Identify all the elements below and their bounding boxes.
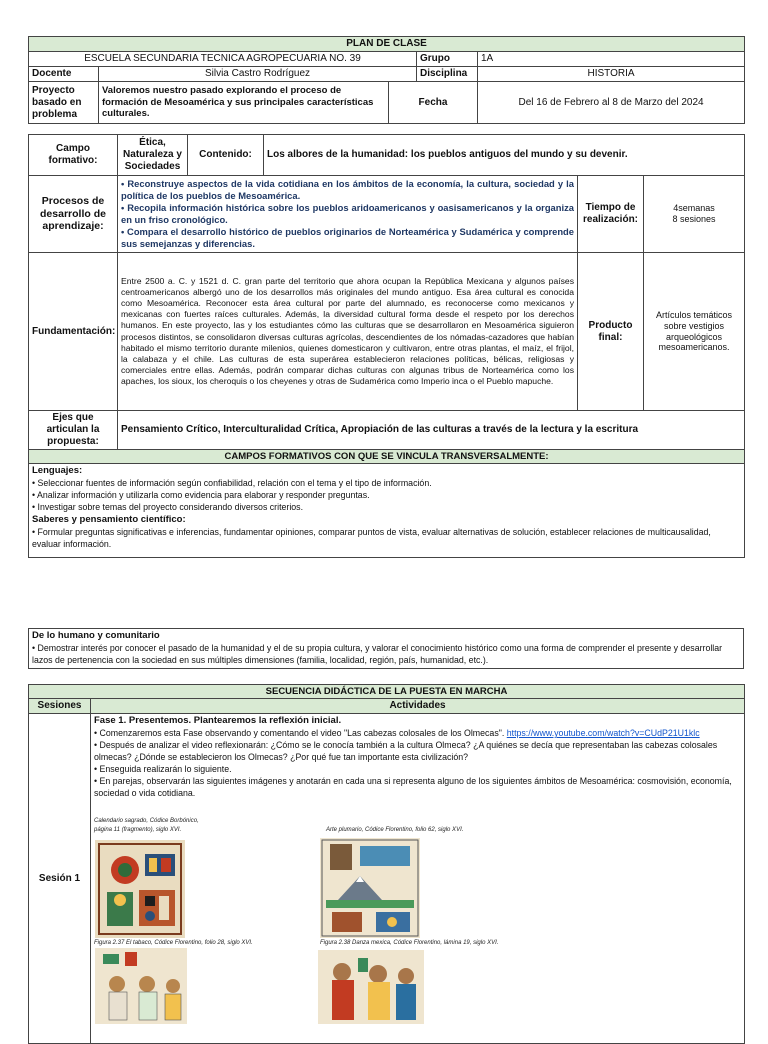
caption-calendario: Calendario sagrado, Códice Borbónico, [94, 818, 199, 824]
plan-header-table [28, 36, 745, 124]
pda-item: • Compara el desarrollo histórico de pueblos originarios de Norteamérica y Sudamérica y comprende sus semejanzas y diferencias. [121, 226, 574, 250]
fund-text: Entre 2500 a. C. y 1521 d. C. gran parte del territorio que ahora ocupan la República Mexicana y algunos países centroamericanos albergó uno de los desarrollos más originales del mundo antiguo. Esa área cultural es conocida como Mesoamérica. Reconocer esta área cultural por parte del alumnado, es reconocerse como mexicanos y mexicanas con fuertes raíces culturales. Además, la diversidad cultural forma desde el respeto por los derechos humanos. En este proyecto, las y los estudiantes cómo las culturas que se desarrollaron en Mesoamérica siguieron procesos distintos, se consolidaron diversas culturas agrícolas, descendientes de los nómadas-cazadores que habían habitado el mismo territorio durante milenios, quienes domesticaron y cultivaron, entre otras plantas, el maíz, el frijol, la calabaza y el chile. Las culturas de esta superárea establecieron relaciones políticas, bélicas, religiosas y comerciales entre ellas. Además, podrán comparar dichas culturas con algunas tribus de Norteamérica como los apaches, los sioux, los cheroquis o los cheyenes y otras de Sudamérica como Imperio inca o el Pueblo mapuche. [118, 253, 578, 411]
humano-table [28, 628, 744, 669]
codex-plumario-image [320, 838, 420, 938]
contenido-label: Contenido: [188, 135, 264, 176]
campo-value: Ética, Naturaleza y Sociedades [118, 135, 188, 176]
lenguajes-item: • Analizar información y utilizarla como evidencia para elaborar y responder preguntas. [32, 490, 370, 501]
pda-item: • Recopila información histórica sobre los pueblos aridoamericanos y oasisamericanos y la organiza en un friso cronológico. [121, 201, 574, 225]
tiempo-semanas: 4semanas [673, 203, 715, 214]
codex-danza-image [318, 950, 424, 1024]
secuencia-title: SECUENCIA DIDÁCTICA DE LA PUESTA EN MARCHA [29, 685, 745, 699]
activity-paragraph: • Después de analizar el video reflexionarán: ¿Cómo se le conocía también a la cultura Olmeca? ¿A quiénes se decía que representaban las cabezas colosales olmecas? ¿Dónde se establecieron los Olmecas? ¿Por qué fue tan importante esta civilización? [94, 740, 718, 762]
saberes-item: • Formular preguntas significativas e inferencias, fundamentar opiniones, comparar puntos de vista, evaluar alternativas de solución, establecer relaciones de multicausalidad, evaluar información. [32, 526, 711, 549]
grupo-value: 1A [478, 52, 745, 67]
lenguajes-item: • Seleccionar fuentes de información según confiabilidad, relación con el tema y el tipo de información. [32, 478, 432, 489]
caption-plumario: Arte plumario, Códice Florentino, folio 62, siglo XVI. [326, 827, 464, 833]
col-sesiones: Sesiones [29, 699, 91, 714]
contenido-value: Los albores de la humanidad: los pueblos antiguos del mundo y su devenir. [264, 135, 745, 176]
activity-text: • Comenzaremos esta Fase observando y comentando el video "Las cabezas colosales de los Olmecas". [94, 728, 507, 739]
pda-list [118, 176, 578, 253]
school-name: ESCUELA SECUNDARIA TECNICA AGROPECUARIA NO. 39 [29, 52, 417, 67]
tiempo-label: Tiempo de realización: [578, 176, 644, 253]
lenguajes-title: Lenguajes: [32, 465, 83, 477]
video-link[interactable]: https://www.youtube.com/watch?v=CUdP21U1klc [506, 728, 700, 739]
codex-tabaco-image [95, 948, 187, 1024]
disciplina-value: HISTORIA [478, 67, 745, 82]
transversal-content [29, 464, 745, 558]
producto-label: Producto final: [578, 253, 644, 411]
caption-danza: Figura 2.38 Danza mexica, Códice Florentino, lámina 19, siglo XVI. [320, 940, 499, 946]
producto-value: Artículos temáticos sobre vestigios arqueológicos mesoamericanos. [644, 253, 745, 411]
activity-paragraph [94, 728, 741, 740]
lenguajes-item: • Investigar sobre temas del proyecto considerando diversos criterios. [32, 501, 304, 512]
proyecto-label: Proyecto basado en problema [29, 82, 99, 124]
pda-item: • Reconstruye aspectos de la vida cotidiana en los ámbitos de la economía, la cultura, sociedad y la política de los pueblos de Mesoamérica. [121, 177, 574, 201]
caption-tabaco: Figura 2.37 El tabaco, Códice Florentino, folio 28, siglo XVI. [94, 940, 253, 946]
tiempo-value [644, 176, 745, 253]
grupo-label: Grupo [417, 52, 478, 67]
caption-calendario-page: página 11 (fragmento), siglo XVI. [94, 827, 182, 833]
humano-cell [29, 629, 744, 669]
campo-label: Campo formativo: [29, 135, 118, 176]
docente-value: Silvia Castro Rodríguez [99, 67, 417, 82]
transversal-title: CAMPOS FORMATIVOS CON QUE SE VINCULA TRANSVERSALMENTE: [29, 450, 745, 464]
campo-formativo-table [28, 134, 745, 558]
col-actividades: Actividades [91, 699, 745, 714]
activity-paragraph: • En parejas, observarán las siguientes imágenes y anotarán en cada una si representa alguno de los siguientes ámbitos de Mesoamérica: cosmovisión, economía, sociedad o vida cotidiana. [94, 775, 732, 798]
session-label: Sesión 1 [29, 714, 91, 1044]
fecha-value: Del 16 de Febrero al 8 de Marzo del 2024 [478, 82, 745, 124]
disciplina-label: Disciplina [417, 67, 478, 82]
docente-label: Docente [29, 67, 99, 82]
codex-calendario-image [95, 840, 185, 938]
activity-paragraph: • Enseguida realizarán lo siguiente. [94, 763, 232, 774]
humano-text: • Demostrar interés por conocer el pasado de la humanidad y el de su propia cultura, y valorar el conocimiento histórico como una forma de comprender el presente y desarrollar lazos de pertenencia con la sociedad en sus múltiples dimensiones (familia, localidad, región, país, humanidad, etc.). [32, 642, 723, 665]
tiempo-sesiones: 8 sesiones [672, 214, 716, 224]
fase-title: Fase 1. Presentemos. Plantearemos la reflexión inicial. [94, 715, 342, 727]
fecha-label: Fecha [389, 82, 478, 124]
plan-title: PLAN DE CLASE [29, 37, 745, 52]
ejes-value: Pensamiento Crítico, Interculturalidad Crítica, Apropiación de las culturas a través de la lectura y la escritura [118, 411, 745, 450]
saberes-title: Saberes y pensamiento científico: [32, 513, 186, 525]
humano-title: De lo humano y comunitario [32, 630, 160, 641]
fund-label: Fundamentación: [29, 253, 118, 411]
proyecto-value: Valoremos nuestro pasado explorando el proceso de formación de Mesoamérica y sus principales características culturales. [99, 82, 389, 124]
ejes-label: Ejes que articulan la propuesta: [29, 411, 118, 450]
pda-label: Procesos de desarrollo de aprendizaje: [29, 176, 118, 253]
